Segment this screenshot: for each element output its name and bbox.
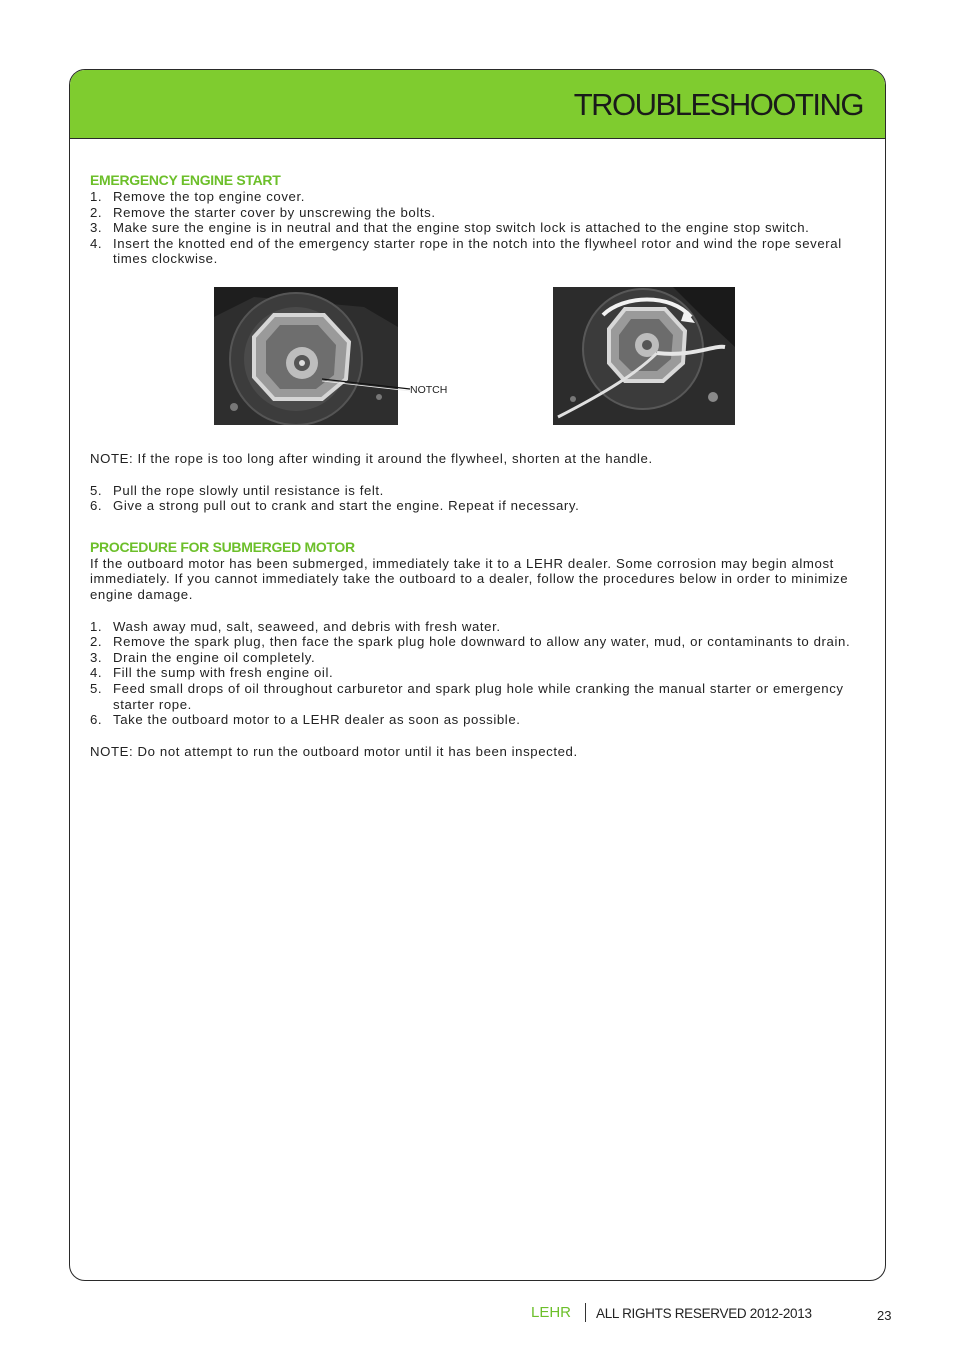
list-item: 4. Insert the knotted end of the emergency starter rope in the notch into the flywheel rotor and wind the rope several times clockwise. bbox=[90, 235, 842, 267]
list-item: 1. Remove the top engine cover. bbox=[90, 189, 306, 204]
spacer bbox=[90, 514, 870, 538]
content bbox=[90, 171, 870, 759]
submerged-heading: PROCEDURE FOR SUBMERGED MOTOR bbox=[90, 538, 355, 555]
page-number: 23 bbox=[877, 1308, 892, 1323]
emergency-steps bbox=[90, 189, 870, 267]
notch-label: NOTCH bbox=[410, 383, 448, 396]
submerged-intro: If the outboard motor has been submerged, immediately take it to a LEHR dealer. Some corrosion may begin almost immediately. If you cannot immediately take the outboard to a dealer, follow the procedures below in order to minimize engine damage. bbox=[90, 555, 849, 602]
page-title: TROUBLESHOOTING bbox=[573, 87, 863, 122]
list-item: 1. Wash away mud, salt, seaweed, and debris with fresh water. bbox=[90, 618, 501, 634]
submerged-steps bbox=[90, 619, 870, 728]
emergency-steps-continued bbox=[90, 483, 870, 514]
list-item: 5. Pull the rope slowly until resistance is felt. bbox=[90, 482, 384, 498]
header-bar bbox=[70, 70, 885, 139]
list-item: 2. Remove the starter cover by unscrewing the bolts. bbox=[90, 204, 436, 220]
spacer bbox=[90, 467, 870, 483]
submerged-note: NOTE: Do not attempt to run the outboard motor until it has been inspected. bbox=[90, 743, 578, 759]
footer-brand: LEHR bbox=[531, 1304, 572, 1321]
flywheel-notch-photo bbox=[214, 287, 398, 425]
list-item: 4. Fill the sump with fresh engine oil. bbox=[90, 665, 334, 681]
footer-rights: ALL RIGHTS RESERVED 2012-2013 bbox=[596, 1306, 812, 1321]
rope-winding-photo bbox=[553, 287, 735, 425]
list-item: 6. Take the outboard motor to a LEHR dealer as soon as possible. bbox=[90, 712, 521, 728]
list-item: 3. Make sure the engine is in neutral and that the engine stop switch lock is attached to the engine stop switch. bbox=[90, 220, 810, 236]
spacer bbox=[90, 728, 870, 744]
list-item: 3. Drain the engine oil completely. bbox=[90, 649, 316, 665]
spacer bbox=[90, 603, 870, 619]
figures bbox=[90, 287, 870, 425]
emergency-note: NOTE: If the rope is too long after winding it around the flywheel, shorten at the handle. bbox=[90, 450, 653, 466]
emergency-heading: EMERGENCY ENGINE START bbox=[90, 172, 281, 188]
list-item: 5. Feed small drops of oil throughout carburetor and spark plug hole while cranking the manual starter or emergency starter rope. bbox=[90, 680, 844, 712]
footer-divider bbox=[585, 1303, 586, 1322]
list-item: 6. Give a strong pull out to crank and start the engine. Repeat if necessary. bbox=[90, 498, 580, 514]
list-item: 2. Remove the spark plug, then face the spark plug hole downward to allow any water, mud, or contaminants to drain. bbox=[90, 634, 851, 650]
